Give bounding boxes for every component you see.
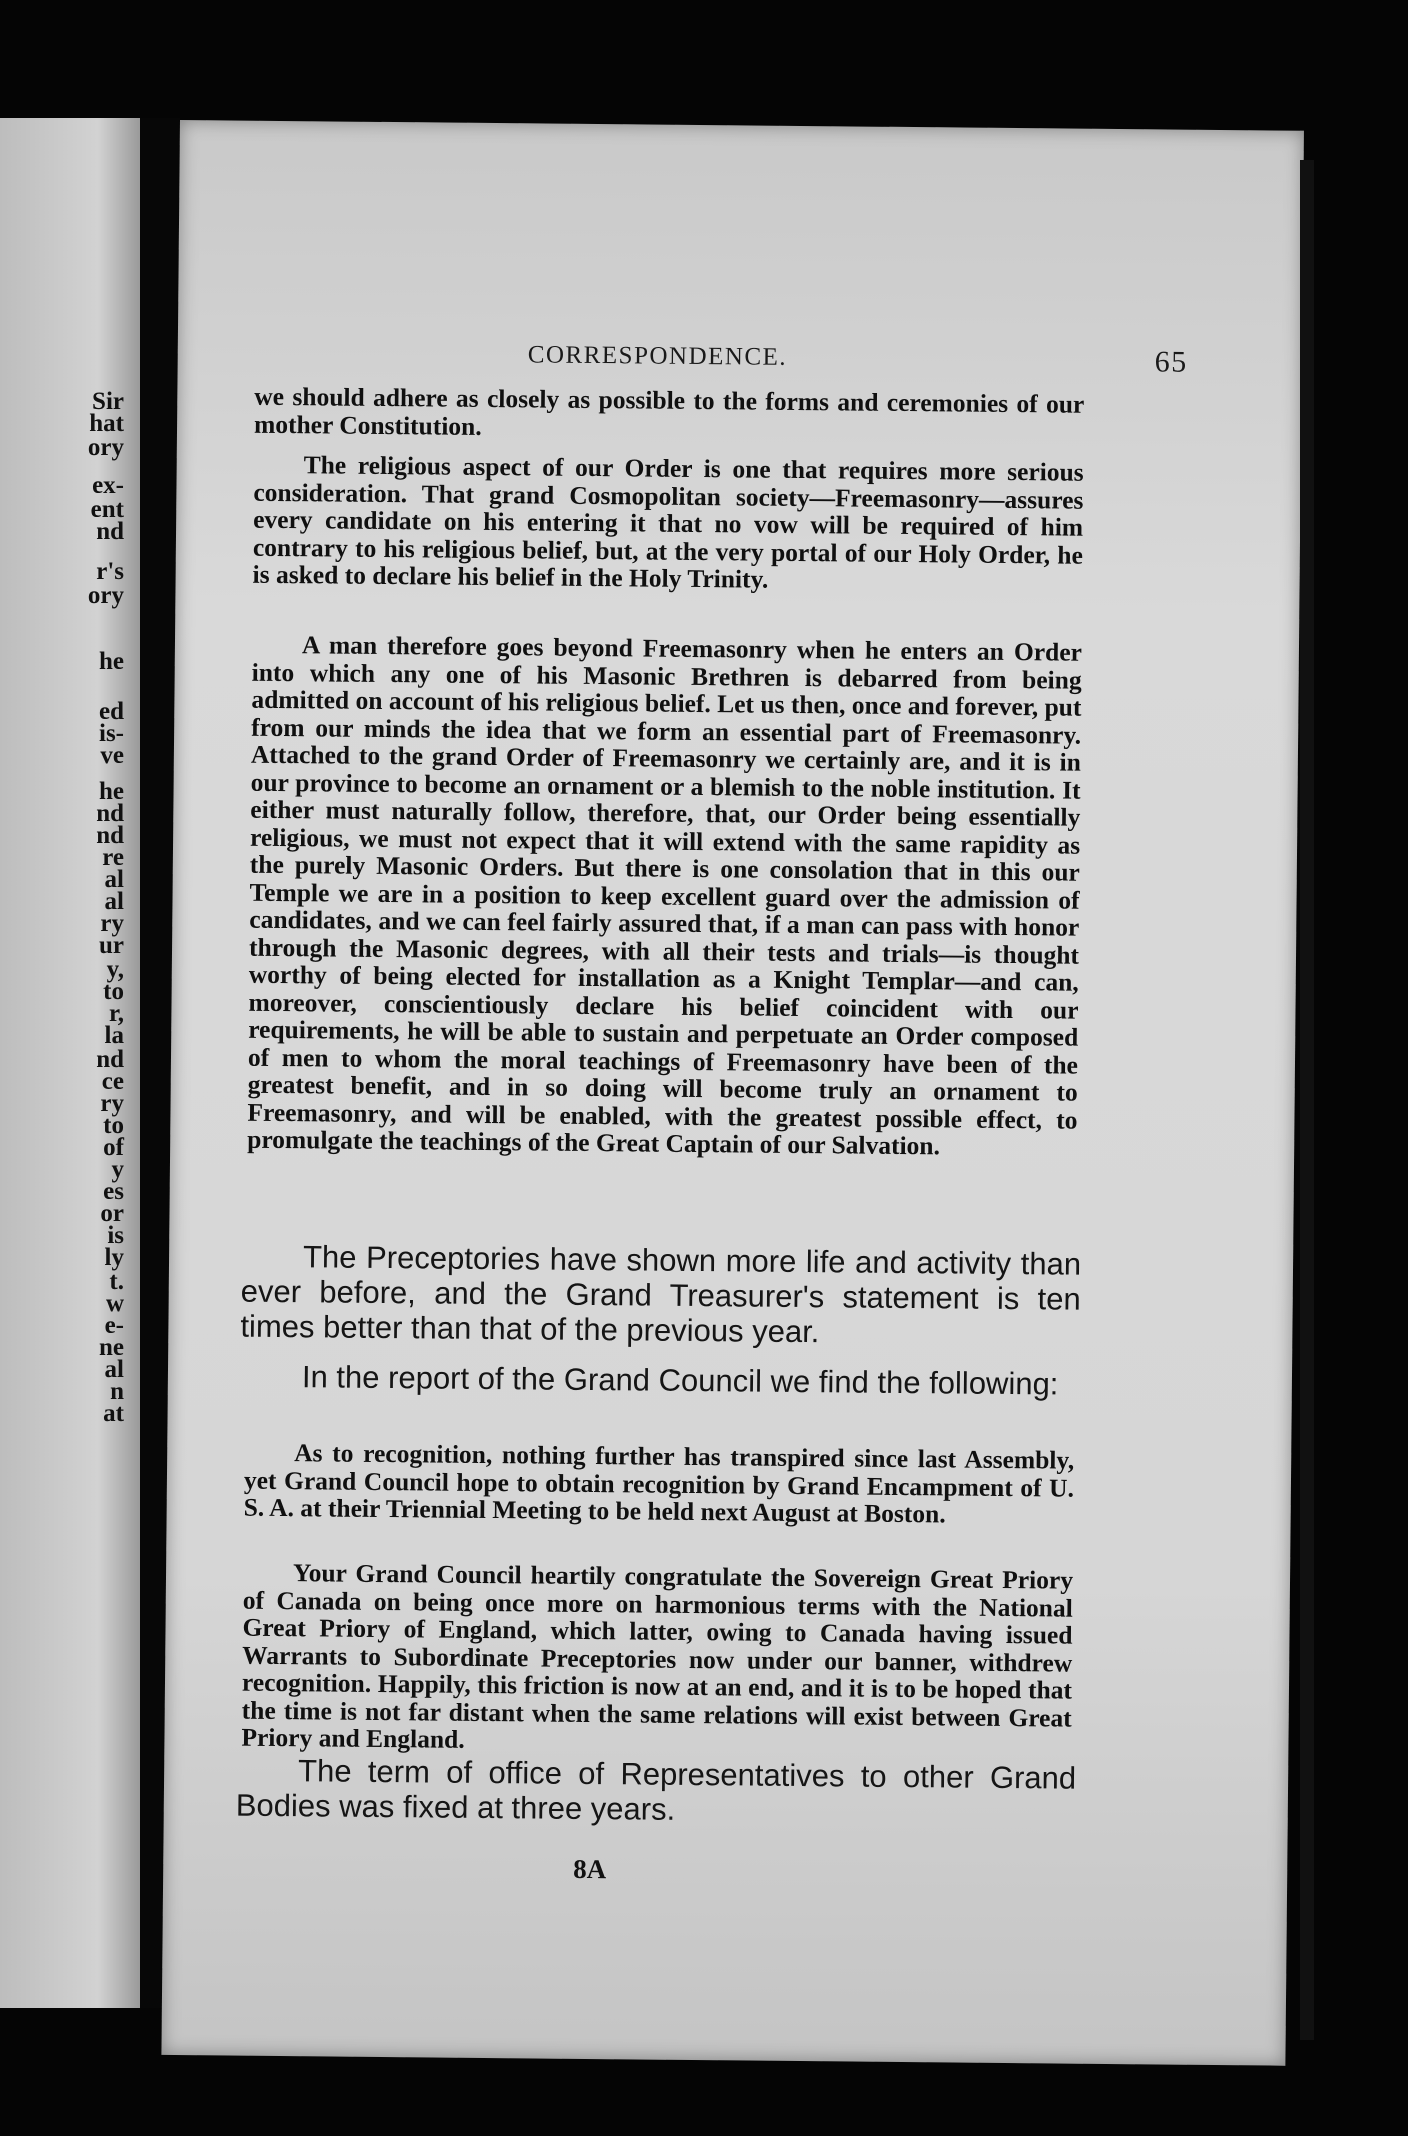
facing-page-text-fragment: w: [105, 1290, 124, 1317]
facing-page-text-fragment: ry: [100, 910, 124, 937]
facing-page-text-fragment: is-: [99, 720, 124, 747]
facing-page-text-fragment: he: [99, 648, 124, 675]
facing-page-text-fragment: re: [102, 844, 124, 871]
facing-page-fragment: [0, 118, 140, 2008]
quote-congratulation: Your Grand Council heartily congratulate the Sovereign Great Priory of Canada on being once more on harmonious terms with the National Great Priory of England, which latter, owing to Canada having issued Warrants to Subordinate Preceptories now under our banner, withdrew recognition. Happily, this friction is now at an end, and it is to be hoped that the time is not far distant when the same relations will exist between Great Priory and England.: [241, 1558, 1074, 1754]
facing-page-text-fragment: nd: [96, 800, 124, 827]
facing-page-text-fragment: nd: [96, 518, 124, 545]
paragraph-beyond-freemasonry: A man therefore goes beyond Freemasonry when he enters an Order into which any one of his Masonic Brethren is debarred from being admitted on account of his religious belief. Let us then, once and forever, put from our minds the idea that we form an essential part of Freemasonry. Attached to the grand Order of Freemasonry we certainly are, and it is in our province to become an ornament or a blemish to the noble institution. It either must naturally follow, therefore, that, our Order being essentially religious, we must not expect that it will extend with the same rapidity as the purely Masonic Orders. But there is one consolation that in this our Temple we are in a position to keep excellent guard over the admission of candidates, and we can feel fairly assured that, if a man can pass with honor through the Masonic degrees, with all their tests and trials—is thought worthy of being elected for installation as a Knight Templar—and can, moreover, conscientiously declare his belief coincident with our requirements, he will be able to sustain and perpetuate an Order composed of men to whom the moral teachings of Freemasonry have been of the greatest benefit, and in so doing will become truly an ornament to Freemasonry, and will be enabled, with the greatest possible effect, to promulgate the teachings of the Great Captain of our Salvation.: [247, 630, 1083, 1161]
facing-page-text-fragment: ry: [100, 1090, 124, 1117]
facing-page-text-fragment: la: [104, 1022, 124, 1049]
facing-page-text-fragment: ly: [104, 1244, 124, 1271]
facing-page-text-fragment: to: [103, 1112, 124, 1139]
facing-page-text-fragment: at: [103, 1400, 124, 1427]
facing-page-text-fragment: ent: [90, 496, 124, 523]
facing-page-text-fragment: hat: [89, 410, 124, 437]
paragraph-preceptories: The Preceptories have shown more life and activity than ever before, and the Grand Treasurer's statement is ten times better than that of the previous year.: [240, 1239, 1082, 1350]
running-title: CORRESPONDENCE.: [527, 341, 788, 371]
facing-page-text-fragment: t.: [109, 1268, 124, 1295]
paragraph-religious-aspect: The religious aspect of our Order is one that requires more serious consideration. That grand Cosmopolitan society—Freemasonry—assures every candidate on his entering it that no vow will be required of him contrary to his religious belief, but, at the very portal of our Holy Order, he is asked to declare his belief in the Holy Trinity.: [252, 450, 1084, 594]
facing-page-text-fragment: n: [110, 1378, 124, 1405]
book-page: [161, 120, 1304, 2066]
facing-page-text-fragment: of: [103, 1134, 124, 1161]
facing-page-text-fragment: ory: [87, 434, 124, 461]
paragraph-continuation: we should adhere as closely as possible to the forms and ceremonies of our mother Constitution.: [253, 381, 1085, 441]
page-number: 65: [1154, 345, 1188, 379]
facing-page-text-fragment: ne: [99, 1334, 124, 1361]
paragraph-term-of-office: The term of office of Representatives to other Grand Bodies was fixed at three years.: [235, 1753, 1077, 1827]
facing-page-text-fragment: ory: [87, 582, 124, 609]
facing-page-text-fragment: al: [104, 888, 124, 915]
facing-page-text-fragment: he: [99, 778, 124, 805]
facing-page-text-fragment: ed: [99, 698, 124, 725]
facing-page-text-fragment: al: [104, 866, 124, 893]
facing-page-text-fragment: es: [103, 1178, 124, 1205]
facing-page-text-fragment: r's: [96, 558, 124, 585]
facing-page-text-fragment: ce: [101, 1068, 124, 1095]
facing-page-text-fragment: or: [100, 1200, 124, 1227]
facing-page-text-fragment: ve: [100, 742, 124, 769]
quote-recognition: As to recognition, nothing further has transpired since last Assembly, yet Grand Council hope to obtain recognition by Grand Encampment of U. S. A. at their Triennial Meeting to be held next August at Boston.: [243, 1438, 1075, 1529]
signature-mark: 8A: [573, 1853, 607, 1885]
page-edge: [1300, 160, 1314, 2040]
facing-page-text-fragment: r,: [108, 1000, 124, 1027]
facing-page-text-fragment: ur: [99, 932, 124, 959]
facing-page-text-fragment: to: [103, 978, 124, 1005]
facing-page-text-fragment: is: [107, 1222, 124, 1249]
facing-page-text-fragment: nd: [96, 1046, 124, 1073]
facing-page-text-fragment: y: [111, 1156, 124, 1183]
page-header: [527, 341, 1188, 379]
facing-page-text-fragment: nd: [96, 822, 124, 849]
facing-page-text-fragment: al: [104, 1356, 124, 1383]
facing-page-text-fragment: ex-: [92, 472, 124, 499]
facing-page-text-fragment: y,: [106, 956, 124, 983]
paragraph-grand-council-report: In the report of the Grand Council we find the following:: [301, 1359, 1059, 1402]
facing-page-text-fragment: e-: [104, 1312, 124, 1339]
facing-page-text-fragment: Sir: [92, 388, 124, 415]
